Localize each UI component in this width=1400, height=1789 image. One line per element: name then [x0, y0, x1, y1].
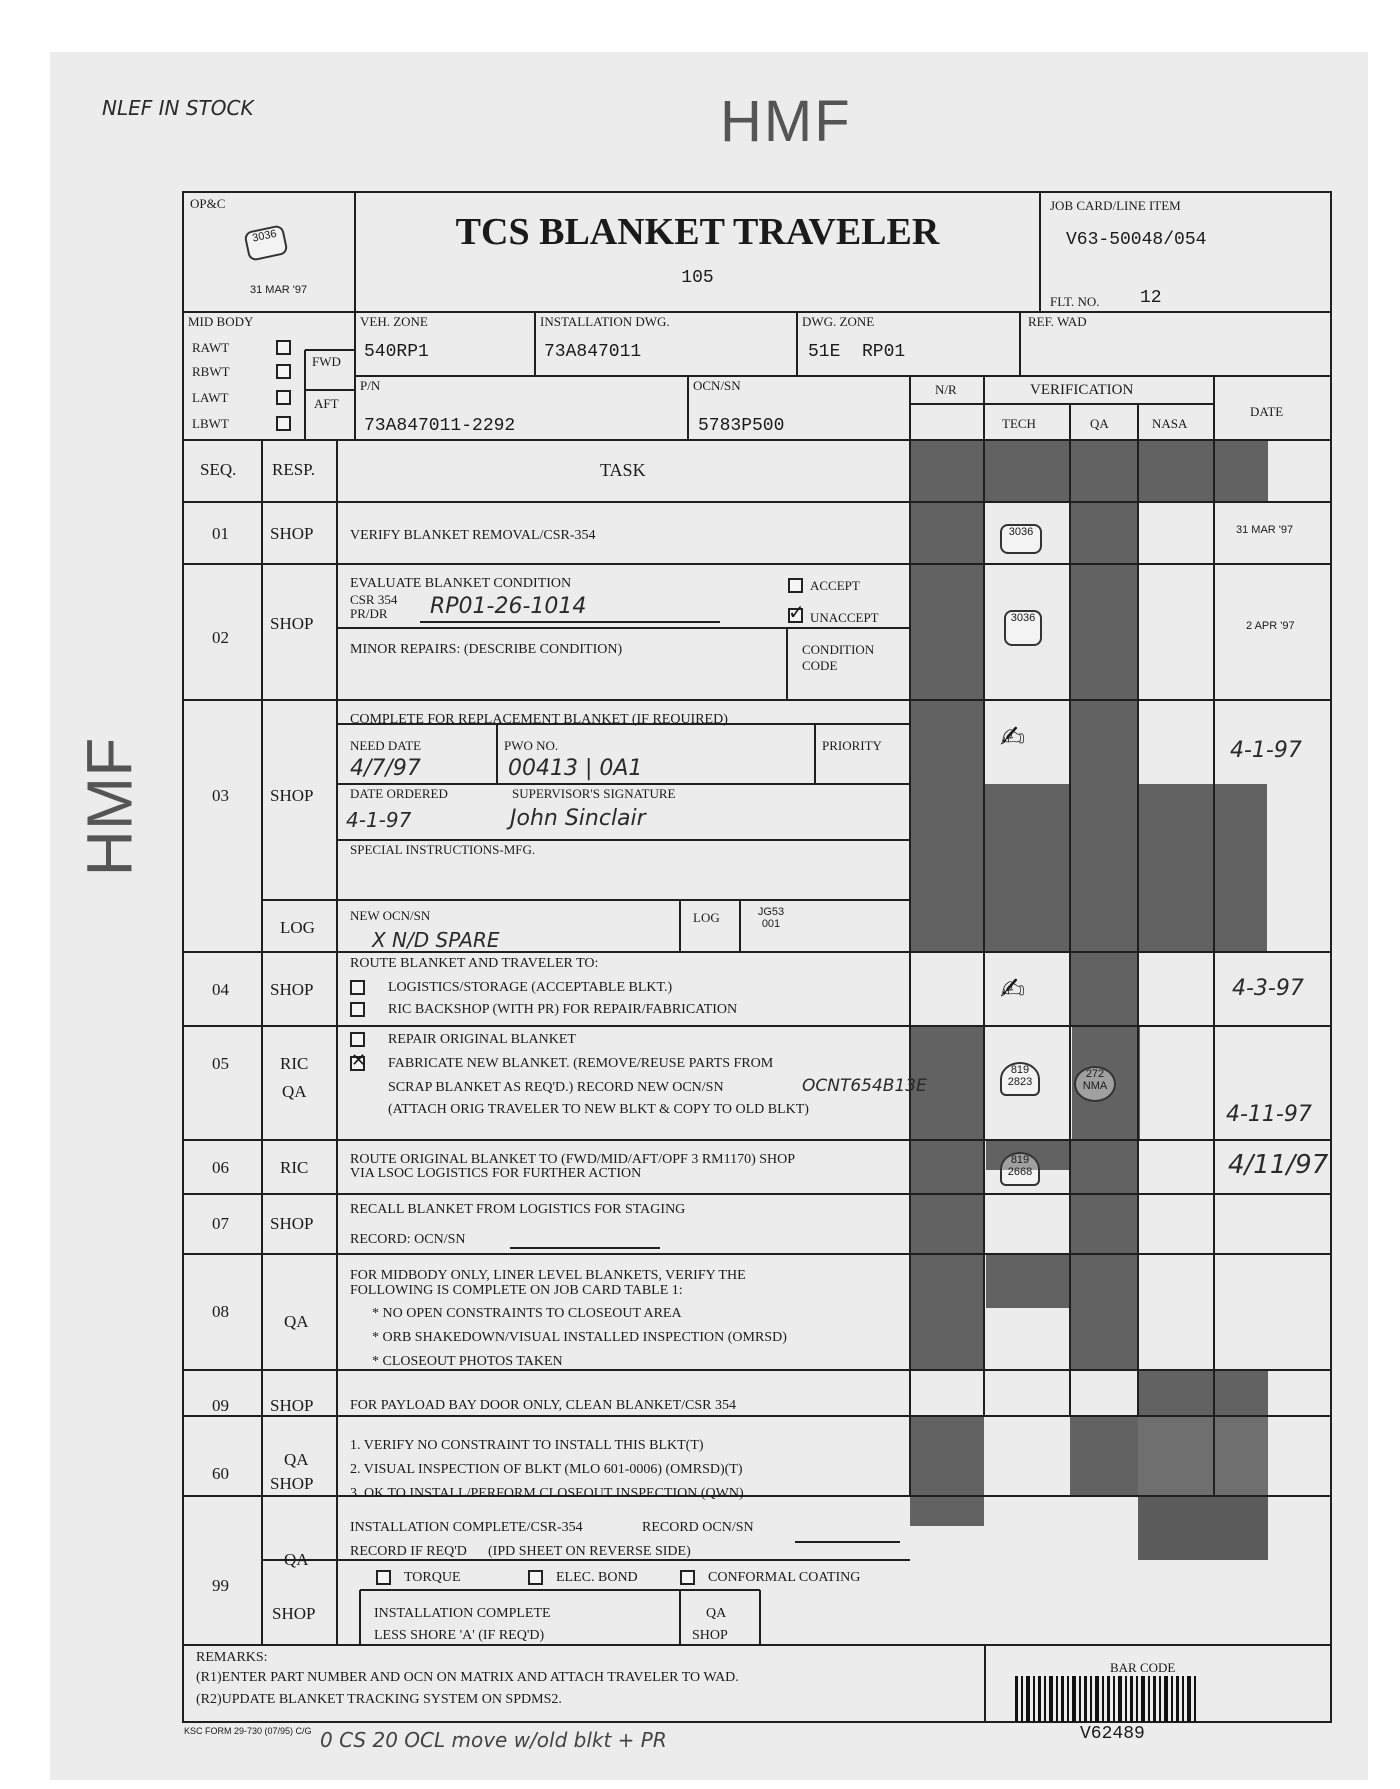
qa-label: QA: [1090, 416, 1109, 431]
barcode-label: BAR CODE: [1110, 1660, 1176, 1675]
pwo-label: PWO NO.: [504, 738, 559, 753]
pn-label: P/N: [360, 378, 381, 393]
row05-l2: FABRICATE NEW BLANKET. (REMOVE/REUSE PARTS FROM: [388, 1056, 774, 1071]
row02-seq: 02: [212, 628, 229, 647]
row05-l4: (ATTACH ORIG TRAVELER TO NEW BLKT & COPY TO OLD BLKT): [388, 1102, 809, 1117]
dwg-zone-value: 51E RP01: [808, 342, 906, 362]
accept-checkbox[interactable]: [788, 578, 803, 593]
row06-seq: 06: [212, 1158, 229, 1177]
pos-lawt: LAWT: [192, 390, 229, 405]
veh-zone-value: 540RP1: [364, 342, 429, 362]
row02-minor: MINOR REPAIRS: (DESCRIBE CONDITION): [350, 642, 623, 657]
hmf-stamp-top: HMF: [720, 89, 852, 154]
new-ocn-label: NEW OCN/SN: [350, 908, 431, 923]
row05-resp: RIC: [280, 1054, 309, 1073]
logistics-checkbox[interactable]: [350, 980, 365, 995]
supervisor-label: SUPERVISOR'S SIGNATURE: [512, 786, 676, 801]
row60-resp: QA: [284, 1450, 309, 1469]
install-dwg-value: 73A847011: [544, 342, 642, 362]
row06-date: 4/11/97: [1228, 1150, 1329, 1180]
flt-value: 12: [1140, 288, 1162, 308]
pos-rawt: RAWT: [192, 340, 230, 355]
row60-l1: 1. VERIFY NO CONSTRAINT TO INSTALL THIS BLKT(T): [350, 1438, 704, 1453]
seq-header: SEQ.: [200, 460, 237, 479]
accept-label: ACCEPT: [810, 578, 860, 593]
form-title: TCS BLANKET TRAVELER: [455, 211, 940, 253]
row07-l1: RECALL BLANKET FROM LOGISTICS FOR STAGING: [350, 1202, 686, 1217]
row99-l2: RECORD IF REQ'D: [350, 1544, 467, 1559]
job-card-value: V63-50048/054: [1066, 230, 1207, 250]
row99-l1: INSTALLATION COMPLETE/CSR-354: [350, 1520, 583, 1535]
log-label: LOG: [693, 910, 720, 925]
row99-l4: LESS SHORE 'A' (IF REQ'D): [374, 1628, 545, 1643]
row09-seq: 09: [212, 1396, 229, 1415]
row05-date: 4-11-97: [1226, 1102, 1312, 1127]
row99-opt3: CONFORMAL COATING: [708, 1570, 861, 1585]
row07-seq: 07: [212, 1214, 229, 1233]
ocn-label: OCN/SN: [693, 378, 741, 393]
row05-resp2: QA: [282, 1082, 307, 1101]
ocn-value: 5783P500: [698, 416, 785, 436]
tech-label: TECH: [1002, 416, 1036, 431]
row04-route: ROUTE BLANKET AND TRAVELER TO:: [350, 956, 599, 971]
veh-zone-label: VEH. ZONE: [360, 314, 428, 329]
row05-l3: SCRAP BLANKET AS REQ'D.) RECORD NEW OCN/SN: [388, 1080, 724, 1095]
pwo-value: 00413 | 0A1: [508, 756, 643, 781]
row01-task: VERIFY BLANKET REMOVAL/CSR-354: [350, 528, 596, 543]
row02-condition: CONDITION CODE: [802, 642, 875, 673]
row05-qa-stamp: 272 NMA: [1074, 1066, 1116, 1102]
row04-date: 4-3-97: [1232, 976, 1304, 1001]
row60-seq: 60: [212, 1464, 229, 1483]
row04-tech-mark-icon: ✍: [1000, 972, 1026, 1007]
fwd-label: FWD: [312, 354, 341, 369]
row03-seq: 03: [212, 786, 229, 805]
row60-l3: 3. OK TO INSTALL/PERFORM CLOSEOUT INSPECTION (QWN): [350, 1486, 744, 1501]
row01-resp: SHOP: [270, 524, 314, 543]
row04-seq: 04: [212, 980, 229, 999]
opc-stamp: 3036: [243, 224, 288, 262]
barcode-value: V62489: [1080, 1724, 1145, 1744]
flt-label: FLT. NO.: [1050, 294, 1100, 309]
row60-l2: 2. VISUAL INSPECTION OF BLKT (MLO 601-0006) (OMRSD)(T): [350, 1462, 743, 1477]
row02-prdr-value: RP01-26-1014: [430, 594, 587, 619]
row02-evaluate: EVALUATE BLANKET CONDITION: [350, 576, 572, 591]
row99-resp: QA: [284, 1550, 309, 1569]
remark-r1: (R1)ENTER PART NUMBER AND OCN ON MATRIX AND ATTACH TRAVELER TO WAD.: [196, 1670, 739, 1685]
row09-resp: SHOP: [270, 1396, 314, 1415]
row05-l1: REPAIR ORIGINAL BLANKET: [388, 1032, 576, 1047]
row02-csr: CSR 354: [350, 592, 398, 607]
checkbox-lbwt[interactable]: [276, 416, 291, 431]
form-number: 105: [681, 268, 714, 288]
row03-complete: COMPLETE FOR REPLACEMENT BLANKET (IF REQUIRED): [350, 712, 728, 727]
elec-bond-checkbox[interactable]: [528, 1570, 543, 1585]
nr-label: N/R: [935, 382, 957, 397]
row01-tech-stamp: 3036: [1000, 524, 1042, 554]
row08-l1: FOR MIDBODY ONLY, LINER LEVEL BLANKETS, VERIFY THE: [350, 1268, 746, 1283]
barcode-bars: [1015, 1676, 1196, 1722]
row01-seq: 01: [212, 524, 229, 543]
row99-resp2: SHOP: [272, 1604, 316, 1623]
date-label: DATE: [1250, 404, 1284, 419]
supervisor-signature: John Sinclair: [510, 806, 646, 831]
priority-label: PRIORITY: [822, 738, 882, 753]
resp-header: RESP.: [272, 460, 315, 479]
row06-l2: VIA LSOC LOGISTICS FOR FURTHER ACTION: [350, 1166, 642, 1181]
row06-tech-stamp: 819 2668: [1000, 1152, 1040, 1186]
mid-body-label: MID BODY: [188, 314, 254, 329]
row99-opt1: TORQUE: [404, 1570, 461, 1585]
special-instructions: SPECIAL INSTRUCTIONS-MFG.: [350, 842, 536, 857]
ric-backshop-checkbox[interactable]: [350, 1002, 365, 1017]
row01-date: 31 MAR '97: [1236, 524, 1294, 536]
job-card-label: JOB CARD/LINE ITEM: [1050, 198, 1181, 213]
pos-rbwt: RBWT: [192, 364, 230, 379]
unaccept-check-icon: ✓: [788, 600, 805, 624]
row99-l2b: (IPD SHEET ON REVERSE SIDE): [488, 1544, 691, 1559]
row06-resp: RIC: [280, 1158, 309, 1177]
repair-original-checkbox[interactable]: [350, 1032, 365, 1047]
row08-b3: * CLOSEOUT PHOTOS TAKEN: [372, 1354, 563, 1369]
verification-label: VERIFICATION: [1030, 382, 1134, 398]
task-header: TASK: [600, 460, 646, 480]
log-resp: LOG: [280, 918, 315, 937]
row99-opt2: ELEC. BOND: [556, 1570, 638, 1585]
row09-l1: FOR PAYLOAD BAY DOOR ONLY, CLEAN BLANKET/CSR 354: [350, 1398, 736, 1413]
install-dwg-label: INSTALLATION DWG.: [540, 314, 670, 329]
log-stamp: JG53 001: [757, 906, 785, 930]
aft-label: AFT: [314, 396, 339, 411]
conformal-coating-checkbox[interactable]: [680, 1570, 695, 1585]
row07-l2: RECORD: OCN/SN: [350, 1232, 466, 1247]
row99-qa: QA: [706, 1606, 727, 1621]
row02-date: 2 APR '97: [1246, 620, 1295, 632]
row08-l2: FOLLOWING IS COMPLETE ON JOB CARD TABLE 1:: [350, 1283, 683, 1298]
opc-label: OP&C: [190, 196, 226, 211]
nasa-label: NASA: [1152, 416, 1188, 431]
date-ordered-value: 4-1-97: [346, 808, 412, 832]
torque-checkbox[interactable]: [376, 1570, 391, 1585]
row99-seq: 99: [212, 1576, 229, 1595]
row05-new-ocn: OCNT654B13E: [802, 1076, 927, 1096]
row08-b2: * ORB SHAKEDOWN/VISUAL INSTALLED INSPECTION (OMRSD): [372, 1330, 787, 1345]
row06-l1: ROUTE ORIGINAL BLANKET TO (FWD/MID/AFT/OPF 3 RM1170) SHOP: [350, 1152, 796, 1167]
need-date-value: 4/7/97: [350, 756, 421, 781]
checkbox-lawt[interactable]: [276, 390, 291, 405]
pos-lbwt: LBWT: [192, 416, 229, 431]
checkbox-rawt[interactable]: [276, 340, 291, 355]
unaccept-label: UNACCEPT: [810, 610, 879, 625]
row07-resp: SHOP: [270, 1214, 314, 1233]
date-ordered-label: DATE ORDERED: [350, 786, 448, 801]
row03-date: 4-1-97: [1230, 738, 1302, 763]
checkbox-rbwt[interactable]: [276, 364, 291, 379]
row04-opt1: LOGISTICS/STORAGE (ACCEPTABLE BLKT.): [388, 980, 673, 995]
row03-resp: SHOP: [270, 786, 314, 805]
remarks-label: REMARKS:: [196, 1650, 268, 1665]
dwg-zone-label: DWG. ZONE: [802, 314, 875, 329]
row03-tech-mark-icon: ✍: [1000, 720, 1026, 755]
remark-r2: (R2)UPDATE BLANKET TRACKING SYSTEM ON SPDMS2.: [196, 1692, 562, 1707]
row02-tech-stamp: 3036: [1004, 610, 1042, 646]
new-ocn-value: X N/D SPARE: [372, 928, 500, 952]
row04-resp: SHOP: [270, 980, 314, 999]
need-date-label: NEED DATE: [350, 738, 422, 753]
row02-resp: SHOP: [270, 614, 314, 633]
row08-resp: QA: [284, 1312, 309, 1331]
row05-tech-stamp: 819 2823: [1000, 1062, 1040, 1096]
ref-wad-label: REF. WAD: [1028, 314, 1087, 329]
row99-shop: SHOP: [692, 1628, 728, 1643]
row99-l3: INSTALLATION COMPLETE: [374, 1606, 551, 1621]
bottom-handwritten-note: 0 CS 20 OCL move w/old blkt + PR: [320, 1728, 667, 1752]
form-number-footer: KSC FORM 29-730 (07/95) C/G: [184, 1726, 312, 1736]
row05-seq: 05: [212, 1054, 229, 1073]
hmf-stamp-side: HMF: [73, 737, 146, 877]
row99-l1b: RECORD OCN/SN: [642, 1520, 754, 1535]
row08-seq: 08: [212, 1302, 229, 1321]
row60-resp2: SHOP: [270, 1474, 314, 1493]
handwritten-note: NLEF IN STOCK: [102, 96, 254, 120]
row08-b1: * NO OPEN CONSTRAINTS TO CLOSEOUT AREA: [372, 1306, 682, 1321]
pn-value: 73A847011-2292: [364, 416, 516, 436]
row04-opt2: RIC BACKSHOP (WITH PR) FOR REPAIR/FABRICATION: [388, 1002, 738, 1017]
fabricate-x-icon: ✕: [351, 1050, 367, 1071]
opc-date: 31 MAR '97: [250, 284, 308, 296]
row02-prdr-label: PR/DR: [350, 606, 388, 621]
